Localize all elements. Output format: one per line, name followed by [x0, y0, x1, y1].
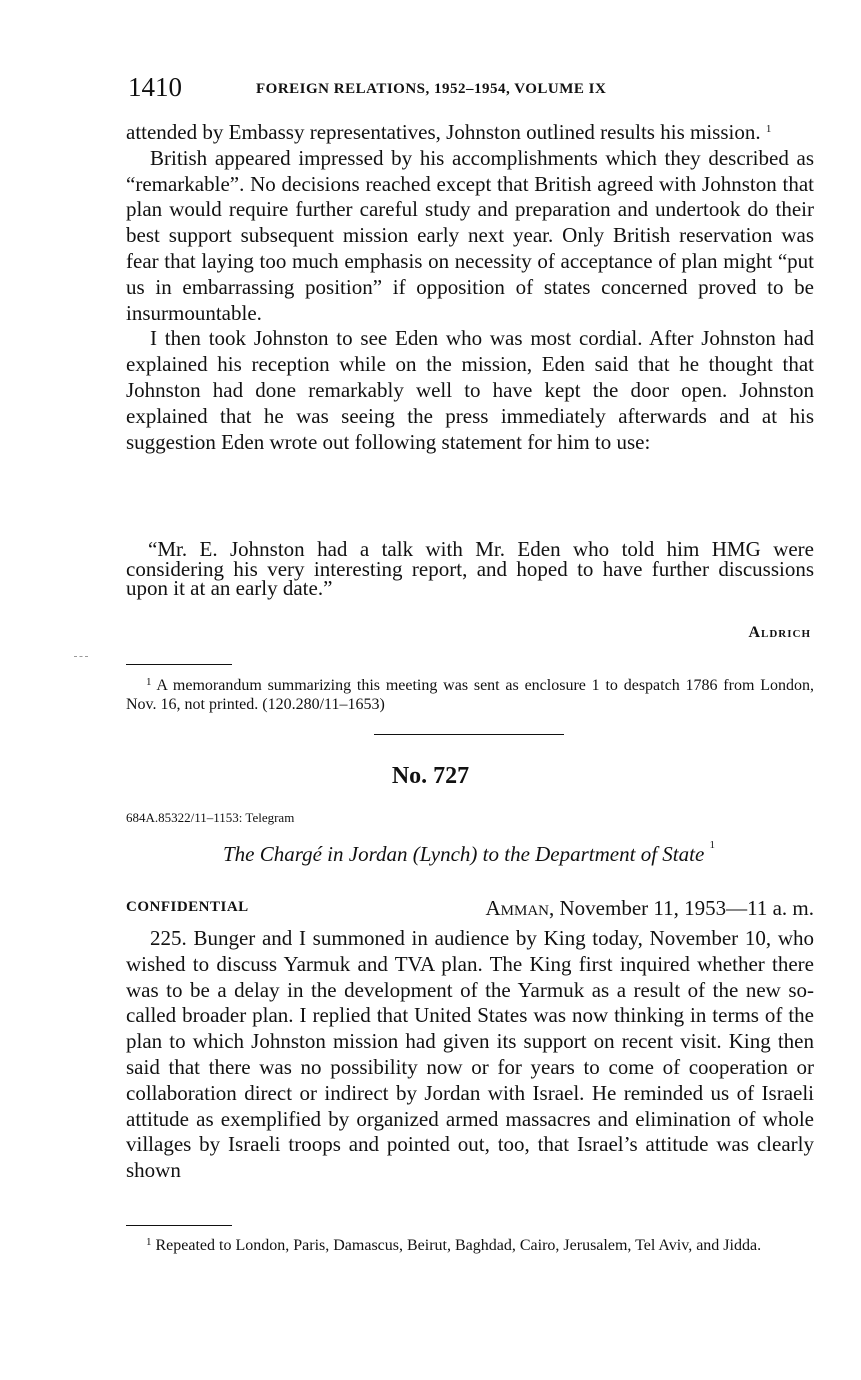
- telegram-paragraph: 225. Bunger and I summoned in audience by King today, November 10, who wished to discuss Yarmuk and TVA plan. The King first inquired whether there was to be a delay in the development of the Yarmuk as a result of the new so-called broader plan. I replied that United States was now thinking in terms of the plan to which Johnston mission had given its support on recent visit. King then said that there was no possibility now or for years to come of cooperation or collaboration direct or indirect by Jordan with Israel. He reminded us of Israeli attitude as exemplified by organized armed massacres and elimination of whole villages by Israeli troops and pointed out, too, that Israel’s attitude was clearly shown: [126, 926, 814, 1183]
- paragraph-2: British appeared impressed by his accomplishments which they described as “remarkable”. No decisions reached except that British agreed with Johnston that plan would require further careful study and preparation and undertook do their best support subsequent mission early next year. Only British reservation was fear that laying too much emphasis on necessity of acceptance of plan might “put us in embarrassing position” if opposition of states concerned proved to be insurmountable.: [126, 145, 814, 325]
- page-number: 1410: [128, 72, 182, 102]
- footnote-rule-2: [126, 1225, 232, 1226]
- document-number: No. 727: [391, 763, 470, 789]
- footnote-1: $^1$ A memorandum summarizing this meeting was sent as enclosure 1 to despatch 1786 from London, Nov. 16, not printed. (120.280/11–1653): [126, 676, 814, 713]
- paragraph-3: I then took Johnston to see Eden who was most cordial. After Johnston had explained his reception while on the mission, Eden said that he thought that Johnston had done remarkably well to have kept the door open. Johnston explained that he was seeing the press immediately afterwards and at his suggestion Eden wrote out following statement for him to use:: [126, 326, 814, 454]
- file-reference: 684A.85322/11–1153: Telegram: [126, 810, 295, 825]
- footnote-rule: [126, 664, 232, 665]
- title-footnote-ref[interactable]: 1: [709, 839, 716, 851]
- section-divider: [374, 734, 564, 735]
- eden-statement-quote: “Mr. E. Johnston had a talk with Mr. Eden who told him HMG were considering his very interesting report, and hoped to have further discussions upon it at an early date.”: [126, 537, 814, 600]
- dateline: Amman, November 11, 1953—11 a. m.: [485, 896, 814, 920]
- page-header: [128, 72, 818, 102]
- footnote-ref[interactable]: 1: [765, 123, 772, 135]
- classification: CONFIDENTIAL: [126, 899, 249, 915]
- document-title: The Chargé in Jordan (Lynch) to the Department of State $^1$: [222, 839, 716, 866]
- continuation-text: [126, 120, 814, 455]
- running-title: FOREIGN RELATIONS, 1952–1954, VOLUME IX: [256, 81, 607, 97]
- telegram-body: [126, 926, 814, 1184]
- classification-line: [126, 896, 814, 920]
- footnote-2: $^1$ Repeated to London, Paris, Damascus, Beirut, Baghdad, Cairo, Jerusalem, Tel Aviv, and Jidda.: [146, 1236, 762, 1254]
- margin-mark: [74, 656, 88, 657]
- paragraph-1: attended by Embassy representatives, Johnston outlined results his mission. $^1$: [126, 120, 772, 144]
- signature: Aldrich: [748, 624, 811, 641]
